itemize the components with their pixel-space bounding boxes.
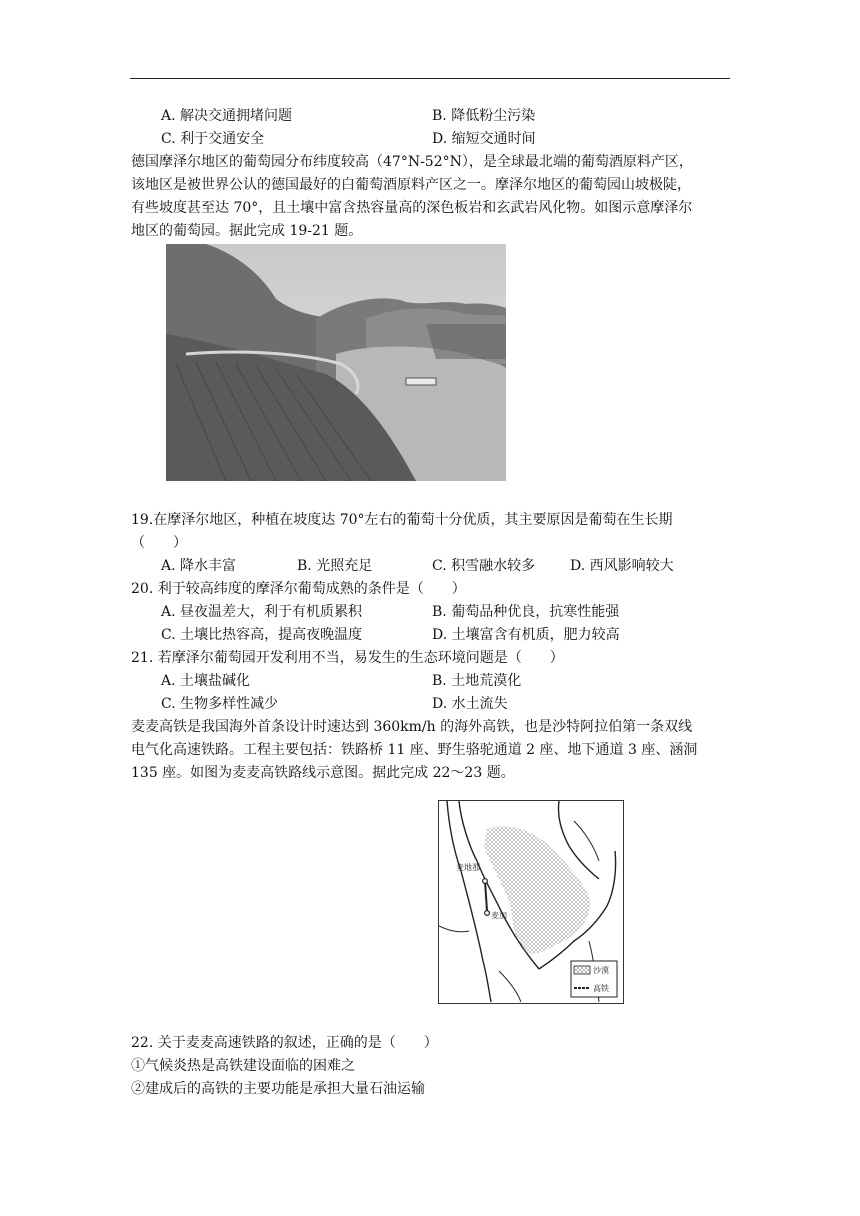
legend-desert-label: 沙漠 [593,966,609,975]
q20-stem: 20. 利于较高纬度的摩泽尔葡萄成熟的条件是（ ） [131,581,466,597]
passage1-line: 有些坡度甚至达 70°，且土壤中富含热容量高的深色板岩和玄武岩风化物。如图示意摩泽尔 [131,200,693,216]
passage2-line: 电气化高速铁路。工程主要包括：铁路桥 11 座、野生骆驼通道 2 座、地下通道 3 座、涵洞 [131,742,698,758]
railway-map [438,800,624,1004]
q19-option-a: A. 降水丰富 [161,558,237,574]
q18-option-b: B. 降低粉尘污染 [432,108,536,124]
passage2-line: 麦麦高铁是我国海外首条设计时速达到 360km/h 的海外高铁，也是沙特阿拉伯第一条双线 [131,719,693,735]
vineyard-photo [166,244,506,481]
q19-option-c: C. 积雪融水较多 [432,558,536,574]
q18-option-a: A. 解决交通拥堵问题 [161,108,293,124]
map-label-medina: 麦地那 [456,863,480,872]
q18-option-c: C. 利于交通安全 [161,131,265,147]
passage1-line: 德国摩泽尔地区的葡萄园分布纬度较高（47°N-52°N），是全球最北端的葡萄酒原料产区， [131,154,693,170]
map-label-mecca: 麦加 [491,911,507,920]
q20-option-a: A. 昼夜温差大，利于有机质累积 [161,604,363,620]
q21-option-b: B. 土地荒漠化 [432,673,522,689]
q21-option-d: D. 水土流失 [432,696,508,712]
q19-option-b: B. 光照充足 [297,558,373,574]
q21-option-a: A. 土壤盐碱化 [161,673,251,689]
q21-option-c: C. 生物多样性减少 [161,696,279,712]
q22-item: ①气候炎热是高铁建设面临的困难之 [131,1058,355,1074]
q20-option-d: D. 土壤富含有机质，肥力较高 [432,627,620,643]
header-rule [130,78,730,79]
legend-rail-label: 高铁 [593,984,609,993]
passage2-line: 135 座。如图为麦麦高铁路线示意图。据此完成 22～23 题。 [131,765,515,781]
q20-option-b: B. 葡萄品种优良，抗寒性能强 [432,604,620,620]
q19-stem: 19.在摩泽尔地区，种植在坡度达 70°左右的葡萄十分优质，其主要原因是葡萄在生长期 [131,512,673,528]
q22-stem: 22. 关于麦麦高速铁路的叙述，正确的是（ ） [131,1035,438,1051]
q22-item: ②建成后的高铁的主要功能是承担大量石油运输 [131,1081,425,1097]
q18-option-d: D. 缩短交通时间 [432,131,536,147]
q21-stem: 21. 若摩泽尔葡萄园开发利用不当，易发生的生态环境问题是（ ） [131,650,564,666]
passage1-line: 该地区是被世界公认的德国最好的白葡萄酒原料产区之一。摩泽尔地区的葡萄园山坡极陡， [131,177,691,193]
passage1-line: 地区的葡萄园。据此完成 19-21 题。 [131,223,363,239]
q19-option-d: D. 西风影响较大 [570,558,674,574]
q20-option-c: C. 土壤比热容高，提高夜晚温度 [161,627,363,643]
q19-paren: （ ） [131,535,187,551]
